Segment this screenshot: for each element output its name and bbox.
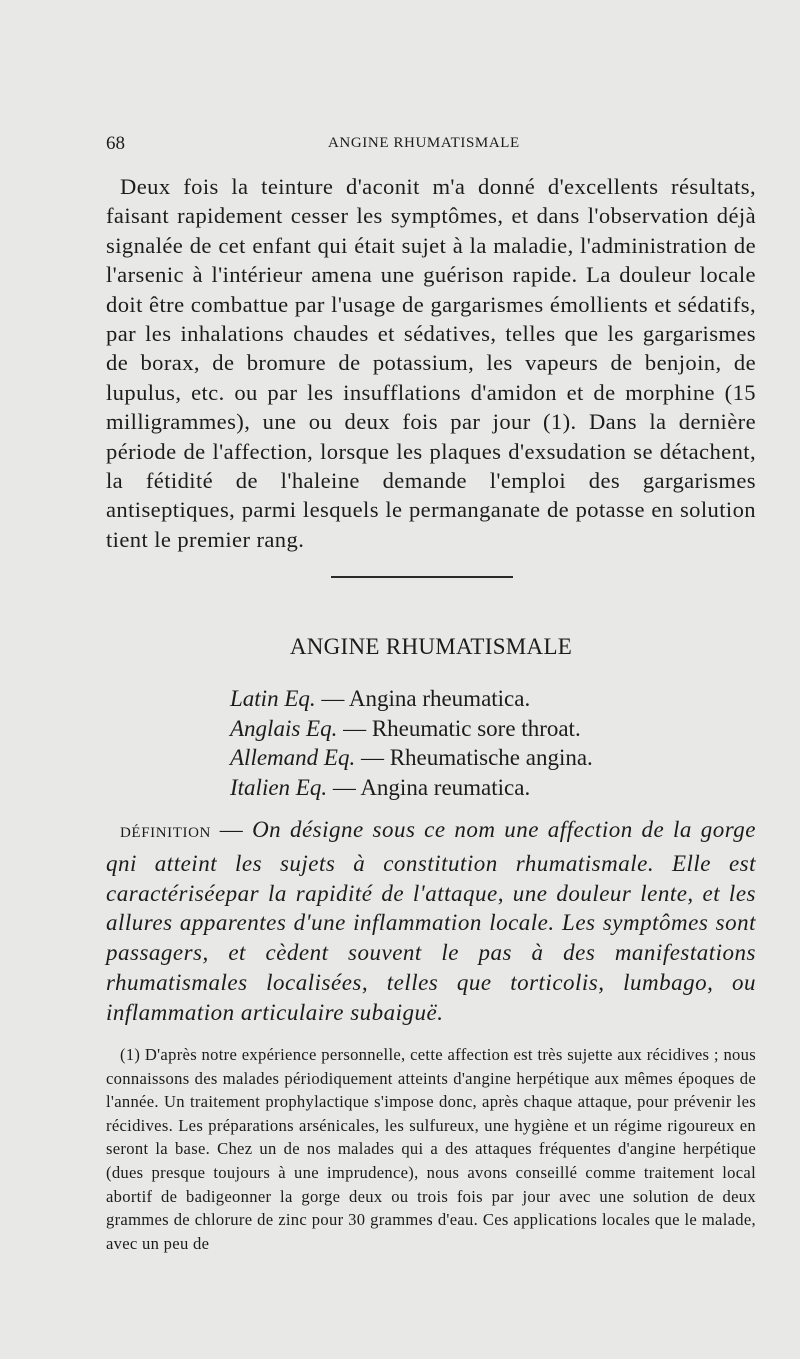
equivalent-term: — Angina reumatica. [327,774,531,800]
section-title: ANGINE RHUMATISMALE [289,634,573,659]
equivalent-english [230,714,593,744]
equivalent-lang: Latin Eq. [230,686,316,711]
equivalent-term: — Angina rheumatica. [315,686,531,711]
equivalent-german [230,743,593,773]
definition-text: On désigne sous ce nom une affection de la gorge qni atteint les sujets à constitution rhumatismale. Elle est caractériséepar la rapidité de l'attaque, une douleur lente, et les allures apparentes d'une inflammation locale. Les symptômes sont passagers, et cèdent souvent le pas à des manifestations rhumatismales localisées, telles que torticolis, lumbago, ou inflammation articulaire subaiguë. [106,817,757,1025]
section-divider [331,576,513,578]
running-head [106,133,756,157]
equivalent-term: — Rheumatische angina. [355,745,593,771]
definition-paragraph [106,815,756,1028]
definition-label: DÉFINITION [120,825,211,841]
page-number: 68 [106,133,125,154]
equivalent-latin [230,684,593,714]
definition-dash: — [210,817,253,842]
body-paragraph: Deux fois la teinture d'aconit m'a donné d'excellents résultats, faisant rapidement cesser les symptômes, et dans l'observation déjà signalée de cet enfant qui était sujet à la maladie, l'administration de l'arsenic à l'intérieur amena une guérison rapide. La douleur locale doit être combattue par l'usage de gargarismes émollients et sédatifs, par les inhalations chaudes et sédatives, telles que les gargarismes de borax, de bromure de potassium, les vapeurs de benjoin, de lupulus, etc. ou par les insufflations d'amidon et de morphine (15 milligrammes), une ou deux fois par jour (1). Dans la dernière période de l'affection, lorsque les plaques d'exsudation se détachent, la fétidité de l'haleine demande l'emploi des gargarismes antiseptiques, parmi lesquels le permanganate de potasse en solution tient le premier rang. [106,174,756,552]
language-equivalents [230,684,593,802]
footnote: (1) D'après notre expérience personnelle, cette affection est très sujette aux récidives ; nous connaissons des malades périodiquement atteints d'angine herpétique aux mêmes époques de l'année. Un traitement prophylactique s'impose donc, après chaque attaque, pour prévenir les récidives. Les préparations arsénicales, les sulfureux, une hygiène et un régime rigoureux en seront la base. Chez un de nos malades qui a des attaques fréquentes d'angine herpétique (dues presque toujours à une imprudence), nous avons conseillé comme traitement local abortif de badigeonner la gorge deux ou trois fois par jour avec une solution de deux grammes de chlorure de zinc pour 30 grammes d'eau. Ces applications locales que le malade, avec un peu de [106,1045,756,1253]
running-title: ANGINE RHUMATISMALE [328,135,520,151]
equivalent-italian [230,773,593,803]
equivalent-term: — Rheumatic sore throat. [337,715,581,741]
equivalent-lang: Allemand Eq. [230,745,356,771]
equivalent-lang: Italien Eq. [230,774,328,800]
equivalent-lang: Anglais Eq. [230,715,338,741]
